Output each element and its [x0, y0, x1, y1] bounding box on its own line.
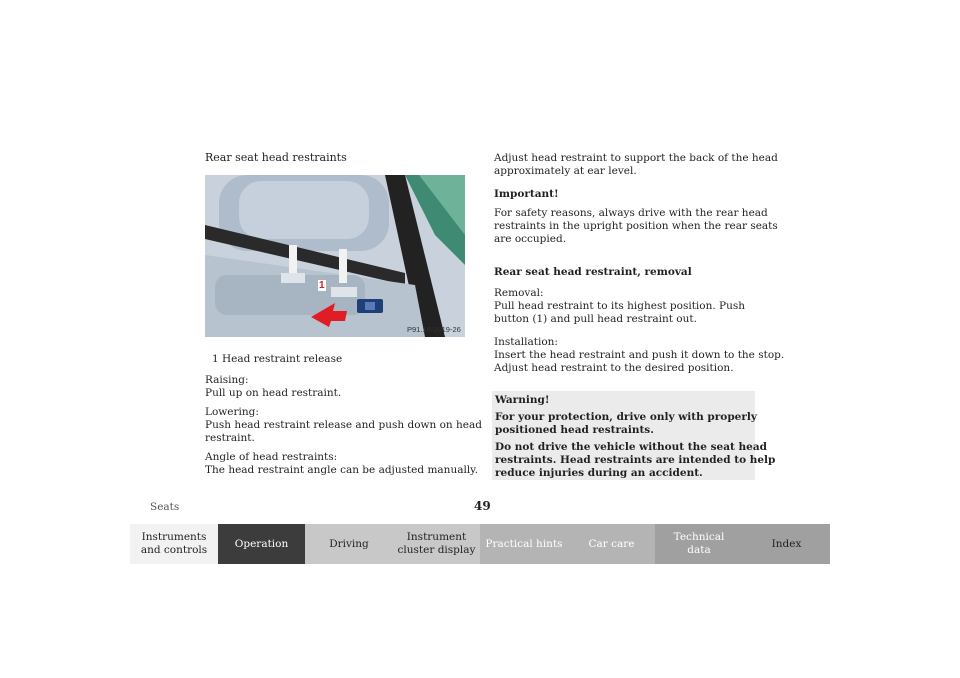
lowering-text-1: Push head restraint release and push down on head: [205, 419, 482, 431]
raising-text: Pull up on head restraint.: [205, 387, 342, 399]
warning-title: Warning!: [495, 394, 550, 406]
installation-line-1: Insert the head restraint and push it down to the stop.: [494, 349, 785, 361]
tab-instruments-and-controls[interactable]: [130, 524, 218, 564]
tab-driving[interactable]: [305, 524, 393, 564]
warning-line-5: reduce injuries during an accident.: [495, 467, 703, 479]
tab-label: Index: [771, 537, 802, 550]
important-label: Important!: [494, 188, 559, 200]
page-number: 49: [474, 499, 491, 513]
warning-line-4: restraints. Head restraints are intended to help: [495, 454, 776, 466]
important-line-1: For safety reasons, always drive with the rear head: [494, 207, 768, 219]
tab-technical-data[interactable]: [655, 524, 743, 564]
figure-caption: 1 Head restraint release: [212, 353, 343, 365]
warning-line-1: For your protection, drive only with properly: [495, 411, 757, 423]
tab-label: Operation: [234, 537, 289, 550]
tab-label: Instrument cluster display: [397, 531, 476, 556]
warning-line-3: Do not drive the vehicle without the seat head: [495, 441, 767, 453]
tab-operation[interactable]: [218, 524, 305, 564]
intro-line-1: Adjust head restraint to support the back of the head: [494, 152, 778, 164]
installation-line-2: Adjust head restraint to the desired position.: [494, 362, 734, 374]
warning-line-2: positioned head restraints.: [495, 424, 654, 436]
tab-label: Instruments and controls: [140, 531, 208, 556]
tab-car-care[interactable]: [568, 524, 655, 564]
tab-label: Practical hints: [485, 537, 563, 550]
figure-code: P91.16-2019-26: [407, 325, 461, 334]
tab-label: Car care: [588, 537, 635, 550]
removal-line-2: button (1) and pull head restraint out.: [494, 313, 697, 325]
tab-index[interactable]: [743, 524, 830, 564]
important-line-3: are occupied.: [494, 233, 567, 245]
right-column: [494, 152, 784, 375]
tab-practical-hints[interactable]: [480, 524, 568, 564]
tab-instrument-cluster-display[interactable]: [393, 524, 480, 564]
left-column: [205, 374, 482, 477]
removal-heading: Rear seat head restraint, removal: [494, 266, 692, 278]
removal-line-1: Pull head restraint to its highest position. Push: [494, 300, 746, 312]
lowering-label: Lowering:: [205, 406, 259, 418]
angle-label: Angle of head restraints:: [205, 451, 338, 463]
important-line-2: restraints in the upright position when the rear seats: [494, 220, 778, 232]
raising-label: Raising:: [205, 374, 249, 386]
chapter-nav-bar: [130, 524, 830, 564]
removal-label: Removal:: [494, 287, 544, 299]
section-heading: Rear seat head restraints: [205, 151, 347, 164]
head-restraint-illustration: [205, 175, 465, 337]
tab-label: Driving: [329, 537, 369, 550]
tab-label: Technical data: [673, 531, 725, 556]
head-restraint-drawing: [205, 175, 465, 337]
angle-text: The head restraint angle can be adjusted manually.: [205, 464, 479, 476]
warning-box: [492, 391, 776, 480]
installation-label: Installation:: [494, 336, 558, 348]
lowering-text-2: restraint.: [205, 432, 255, 444]
intro-line-2: approximately at ear level.: [494, 165, 637, 177]
footer-section-name: Seats: [150, 501, 180, 513]
callout-number: 1: [319, 280, 325, 291]
